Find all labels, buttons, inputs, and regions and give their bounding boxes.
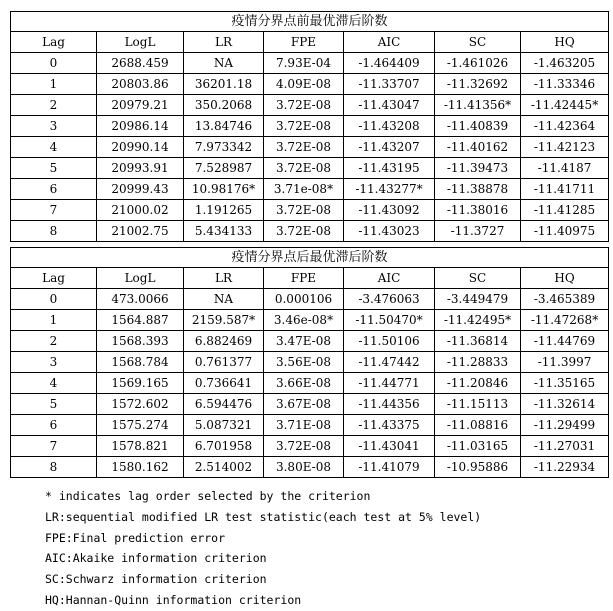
header-lr: LR [184,32,264,53]
cell-hq: -11.35165 [521,373,609,394]
cell-lr: 13.84746 [184,116,264,137]
cell-logl: 1575.274 [97,415,184,436]
cell-aic: -1.464409 [344,53,435,74]
cell-hq: -11.42364 [521,116,609,137]
cell-lag: 7 [11,200,97,221]
cell-hq: -11.27031 [521,436,609,457]
cell-aic: -11.41079 [344,457,435,478]
table-row [11,116,609,137]
cell-lag: 0 [11,289,97,310]
cell-lag: 3 [11,116,97,137]
cell-hq: -11.44769 [521,331,609,352]
cell-aic: -11.50106 [344,331,435,352]
cell-hq: -11.47268* [521,310,609,331]
cell-lr: 350.2068 [184,95,264,116]
cell-lag: 6 [11,415,97,436]
cell-sc: -11.41356* [435,95,521,116]
cell-aic: -11.43023 [344,221,435,242]
cell-logl: 1578.821 [97,436,184,457]
table-title: 疫情分界点后最优滞后阶数 [11,248,609,268]
cell-lr: 5.087321 [184,415,264,436]
cell-lr: 2.514002 [184,457,264,478]
cell-lag: 0 [11,53,97,74]
table-row [11,373,609,394]
cell-hq: -3.465389 [521,289,609,310]
cell-aic: -11.43208 [344,116,435,137]
header-sc: SC [435,268,521,289]
cell-logl: 20999.43 [97,179,184,200]
cell-aic: -11.44771 [344,373,435,394]
note-line: * indicates lag order selected by the criterion [45,489,371,503]
header-lag: Lag [11,268,97,289]
cell-aic: -11.47442 [344,352,435,373]
cell-fpe: 4.09E-08 [264,74,344,95]
cell-logl: 473.0066 [97,289,184,310]
cell-lag: 4 [11,373,97,394]
header-lag: Lag [11,32,97,53]
header-fpe: FPE [264,32,344,53]
table-row [11,179,609,200]
cell-logl: 1569.165 [97,373,184,394]
cell-sc: -11.36814 [435,331,521,352]
table-row [11,289,609,310]
cell-aic: -11.33707 [344,74,435,95]
cell-lag: 8 [11,457,97,478]
cell-sc: -11.3727 [435,221,521,242]
cell-sc: -11.28833 [435,352,521,373]
header-logl: LogL [97,268,184,289]
cell-sc: -11.38878 [435,179,521,200]
cell-fpe: 0.000106 [264,289,344,310]
table-row [11,200,609,221]
cell-fpe: 3.72E-08 [264,116,344,137]
table-row [11,436,609,457]
cell-hq: -11.4187 [521,158,609,179]
cell-aic: -11.43041 [344,436,435,457]
cell-fpe: 3.72E-08 [264,200,344,221]
table-row [11,74,609,95]
cell-fpe: 3.80E-08 [264,457,344,478]
note-line: AIC:Akaike information criterion [45,551,267,566]
header-hq: HQ [521,268,609,289]
note-line: FPE:Final prediction error [45,530,226,545]
cell-logl: 1572.602 [97,394,184,415]
cell-fpe: 3.71e-08* [264,179,344,200]
table-row [11,352,609,373]
cell-hq: -11.41285 [521,200,609,221]
table-row [11,221,609,242]
cell-hq: -11.33346 [521,74,609,95]
cell-logl: 21002.75 [97,221,184,242]
cell-sc: -11.08816 [435,415,521,436]
cell-logl: 1568.784 [97,352,184,373]
table-row [11,331,609,352]
header-aic: AIC [344,268,435,289]
cell-aic: -11.43195 [344,158,435,179]
header-fpe: FPE [264,268,344,289]
cell-lr: 6.594476 [184,394,264,415]
table-row [11,310,609,331]
table-row [11,415,609,436]
cell-logl: 1564.887 [97,310,184,331]
cell-sc: -11.42495* [435,310,521,331]
cell-lag: 8 [11,221,97,242]
cell-sc: -11.38016 [435,200,521,221]
table-body [11,289,609,478]
cell-logl: 20986.14 [97,116,184,137]
cell-fpe: 3.72E-08 [264,95,344,116]
cell-logl: 20803.86 [97,74,184,95]
cell-lr: 2159.587* [184,310,264,331]
cell-sc: -11.39473 [435,158,521,179]
header-logl: LogL [97,32,184,53]
table-row [11,53,609,74]
table-row [11,158,609,179]
cell-hq: -11.40975 [521,221,609,242]
cell-logl: 20993.91 [97,158,184,179]
lag-order-table-post [10,247,609,478]
cell-hq: -11.22934 [521,457,609,478]
cell-logl: 20979.21 [97,95,184,116]
cell-logl: 21000.02 [97,200,184,221]
cell-aic: -11.44356 [344,394,435,415]
cell-logl: 2688.459 [97,53,184,74]
cell-sc: -10.95886 [435,457,521,478]
cell-lag: 1 [11,74,97,95]
cell-aic: -11.50470* [344,310,435,331]
cell-fpe: 7.93E-04 [264,53,344,74]
cell-aic: -11.43277* [344,179,435,200]
cell-sc: -1.461026 [435,53,521,74]
cell-sc: -11.15113 [435,394,521,415]
table-row [11,394,609,415]
note-line: HQ:Hannan-Quinn information criterion [45,592,302,607]
cell-lr: NA [184,53,264,74]
cell-fpe: 3.72E-08 [264,436,344,457]
note-line: LR:sequential modified LR test statistic(each test at 5% level) [45,509,482,524]
cell-hq: -11.42445* [521,95,609,116]
cell-lag: 3 [11,352,97,373]
cell-lag: 5 [11,158,97,179]
cell-sc: -11.40162 [435,137,521,158]
cell-sc: -3.449479 [435,289,521,310]
cell-lr: 6.882469 [184,331,264,352]
cell-hq: -1.463205 [521,53,609,74]
cell-lr: 1.191265 [184,200,264,221]
lag-order-table-pre [10,11,609,242]
note-line: SC:Schwarz information criterion [45,572,267,587]
cell-lr: 10.98176* [184,179,264,200]
table-title: 疫情分界点前最优滞后阶数 [11,12,609,32]
cell-logl: 1580.162 [97,457,184,478]
cell-hq: -11.32614 [521,394,609,415]
cell-lr: 36201.18 [184,74,264,95]
cell-lag: 1 [11,310,97,331]
cell-hq: -11.42123 [521,137,609,158]
cell-fpe: 3.66E-08 [264,373,344,394]
cell-fpe: 3.67E-08 [264,394,344,415]
cell-fpe: 3.71E-08 [264,415,344,436]
cell-fpe: 3.46e-08* [264,310,344,331]
cell-sc: -11.20846 [435,373,521,394]
cell-lag: 6 [11,179,97,200]
cell-fpe: 3.56E-08 [264,352,344,373]
cell-aic: -3.476063 [344,289,435,310]
cell-fpe: 3.72E-08 [264,158,344,179]
cell-aic: -11.43092 [344,200,435,221]
header-hq: HQ [521,32,609,53]
cell-lr: 0.736641 [184,373,264,394]
cell-sc: -11.32692 [435,74,521,95]
cell-sc: -11.03165 [435,436,521,457]
cell-lr: 7.973342 [184,137,264,158]
table-body [11,53,609,242]
cell-aic: -11.43047 [344,95,435,116]
cell-lag: 5 [11,394,97,415]
cell-fpe: 3.72E-08 [264,137,344,158]
cell-lr: 7.528987 [184,158,264,179]
cell-lag: 2 [11,331,97,352]
header-sc: SC [435,32,521,53]
cell-hq: -11.29499 [521,415,609,436]
cell-aic: -11.43207 [344,137,435,158]
table-row [11,95,609,116]
cell-hq: -11.41711 [521,179,609,200]
cell-aic: -11.43375 [344,415,435,436]
cell-lag: 2 [11,95,97,116]
cell-lr: 0.761377 [184,352,264,373]
cell-logl: 20990.14 [97,137,184,158]
notes [45,486,481,611]
cell-lag: 7 [11,436,97,457]
table-row [11,137,609,158]
cell-lr: 6.701958 [184,436,264,457]
cell-fpe: 3.72E-08 [264,221,344,242]
cell-lr: 5.434133 [184,221,264,242]
header-row [11,32,609,53]
table-row [11,457,609,478]
cell-lr: NA [184,289,264,310]
cell-sc: -11.40839 [435,116,521,137]
header-lr: LR [184,268,264,289]
cell-lag: 4 [11,137,97,158]
header-aic: AIC [344,32,435,53]
cell-hq: -11.3997 [521,352,609,373]
cell-logl: 1568.393 [97,331,184,352]
header-row [11,268,609,289]
cell-fpe: 3.47E-08 [264,331,344,352]
